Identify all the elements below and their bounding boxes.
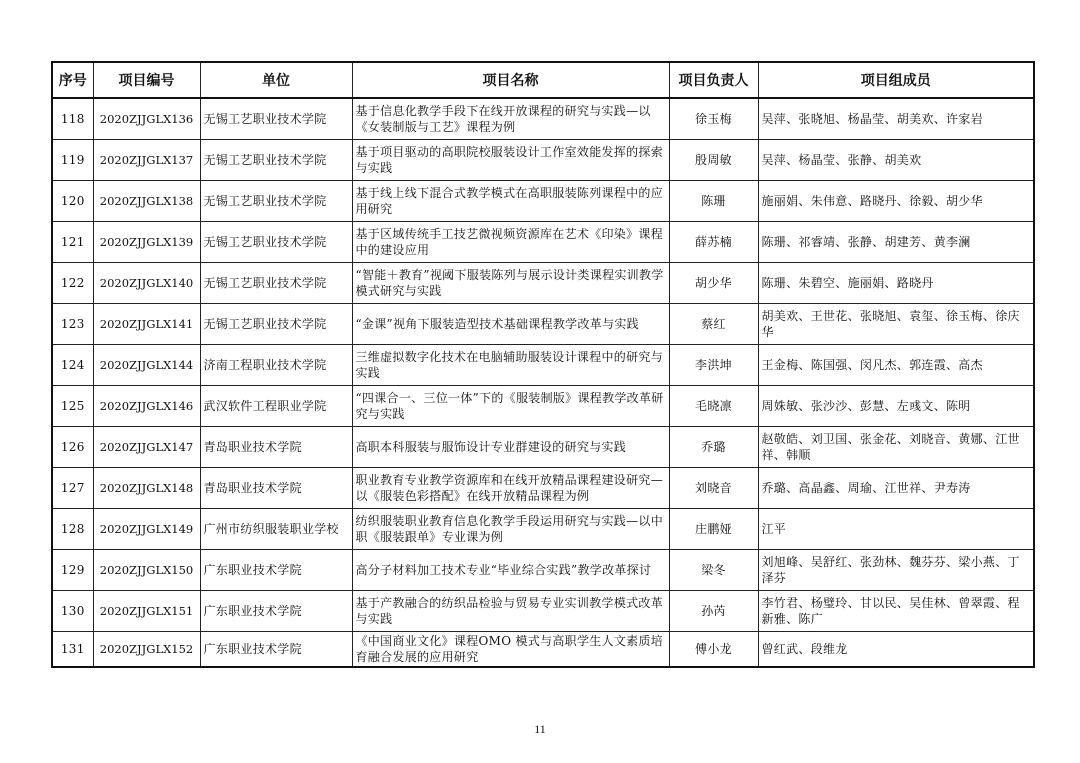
cell-team-members: 胡美欢、王世花、张晓旭、袁玺、徐玉梅、徐庆华 <box>758 304 1034 345</box>
cell-seq: 123 <box>52 304 93 345</box>
cell-project-code: 2020ZJJGLX139 <box>93 222 200 263</box>
header-project-lead: 项目负责人 <box>669 62 758 98</box>
table-row <box>52 468 1034 509</box>
cell-unit: 无锡工艺职业技术学院 <box>200 222 352 263</box>
cell-project-code: 2020ZJJGLX150 <box>93 550 200 591</box>
cell-unit: 广东职业技术学院 <box>200 632 352 668</box>
cell-project-lead: 刘晓音 <box>669 468 758 509</box>
cell-team-members: 陈珊、朱碧空、施丽娟、路晓丹 <box>758 263 1034 304</box>
cell-unit: 无锡工艺职业技术学院 <box>200 140 352 181</box>
cell-project-lead: 陈珊 <box>669 181 758 222</box>
cell-project-name: 高分子材料加工技术专业“毕业综合实践”教学改革探讨 <box>352 550 669 591</box>
table-row <box>52 386 1034 427</box>
cell-project-name: “四课合一、三位一体”下的《服装制版》课程教学改革研究与实践 <box>352 386 669 427</box>
cell-team-members: 王金梅、陈国强、闵凡杰、郭连霞、高杰 <box>758 345 1034 386</box>
cell-team-members: 李竹君、杨璧玲、甘以民、吴佳林、曾翠霞、程新雅、陈广 <box>758 591 1034 632</box>
cell-project-code: 2020ZJJGLX140 <box>93 263 200 304</box>
cell-project-code: 2020ZJJGLX146 <box>93 386 200 427</box>
cell-seq: 127 <box>52 468 93 509</box>
table-row <box>52 222 1034 263</box>
cell-project-code: 2020ZJJGLX141 <box>93 304 200 345</box>
cell-team-members: 刘旭峰、吴舒红、张劲林、魏芬芬、梁小燕、丁泽芬 <box>758 550 1034 591</box>
header-team-members: 项目组成员 <box>758 62 1034 98</box>
cell-seq: 121 <box>52 222 93 263</box>
cell-seq: 125 <box>52 386 93 427</box>
table-row <box>52 509 1034 550</box>
cell-project-lead: 毛晓凛 <box>669 386 758 427</box>
cell-seq: 119 <box>52 140 93 181</box>
table-row <box>52 591 1034 632</box>
header-project-code: 项目编号 <box>93 62 200 98</box>
table-header-row <box>52 62 1034 98</box>
cell-unit: 济南工程职业技术学院 <box>200 345 352 386</box>
cell-project-name: 《中国商业文化》课程OMO 模式与高职学生人文素质培育融合发展的应用研究 <box>352 632 669 668</box>
cell-team-members: 赵敬皓、刘卫国、张金花、刘晓音、黄娜、江世祥、韩顺 <box>758 427 1034 468</box>
cell-team-members: 施丽娟、朱伟意、路晓丹、徐毅、胡少华 <box>758 181 1034 222</box>
cell-unit: 无锡工艺职业技术学院 <box>200 181 352 222</box>
table-row <box>52 263 1034 304</box>
cell-team-members: 吴萍、杨晶莹、张静、胡美欢 <box>758 140 1034 181</box>
table-row <box>52 345 1034 386</box>
cell-project-name: “金课”视角下服装造型技术基础课程教学改革与实践 <box>352 304 669 345</box>
cell-unit: 青岛职业技术学院 <box>200 468 352 509</box>
table-row <box>52 140 1034 181</box>
table-row <box>52 181 1034 222</box>
cell-project-lead: 梁冬 <box>669 550 758 591</box>
cell-project-name: 高职本科服装与服饰设计专业群建设的研究与实践 <box>352 427 669 468</box>
cell-seq: 124 <box>52 345 93 386</box>
cell-project-lead: 薛苏楠 <box>669 222 758 263</box>
cell-project-name: 职业教育专业教学资源库和在线开放精品课程建设研究—以《服装色彩搭配》在线开放精品课程为例 <box>352 468 669 509</box>
cell-project-name: 基于线上线下混合式教学模式在高职服装陈列课程中的应用研究 <box>352 181 669 222</box>
cell-project-lead: 庄鹏娅 <box>669 509 758 550</box>
cell-unit: 广东职业技术学院 <box>200 550 352 591</box>
header-unit: 单位 <box>200 62 352 98</box>
header-project-name: 项目名称 <box>352 62 669 98</box>
table-row <box>52 98 1034 140</box>
cell-unit: 无锡工艺职业技术学院 <box>200 263 352 304</box>
table-row <box>52 550 1034 591</box>
table-row <box>52 427 1034 468</box>
cell-seq: 130 <box>52 591 93 632</box>
cell-team-members: 陈珊、祁睿靖、张静、胡建芳、黄李澜 <box>758 222 1034 263</box>
cell-project-name: 基于项目驱动的高职院校服装设计工作室效能发挥的探索与实践 <box>352 140 669 181</box>
cell-project-code: 2020ZJJGLX151 <box>93 591 200 632</box>
cell-unit: 广东职业技术学院 <box>200 591 352 632</box>
cell-project-code: 2020ZJJGLX147 <box>93 427 200 468</box>
cell-team-members: 周姝敏、张沙沙、彭慧、左彧文、陈明 <box>758 386 1034 427</box>
cell-team-members: 江平 <box>758 509 1034 550</box>
cell-project-lead: 蔡红 <box>669 304 758 345</box>
cell-project-name: 纺织服装职业教育信息化教学手段运用研究与实践—以中职《服装跟单》专业课为例 <box>352 509 669 550</box>
page-number: 11 <box>534 722 546 736</box>
cell-seq: 129 <box>52 550 93 591</box>
cell-unit: 无锡工艺职业技术学院 <box>200 98 352 140</box>
table-row <box>52 304 1034 345</box>
cell-project-lead: 李洪坤 <box>669 345 758 386</box>
cell-project-name: 基于区域传统手工技艺微视频资源库在艺术《印染》课程中的建设应用 <box>352 222 669 263</box>
cell-project-code: 2020ZJJGLX148 <box>93 468 200 509</box>
cell-unit: 无锡工艺职业技术学院 <box>200 304 352 345</box>
cell-unit: 青岛职业技术学院 <box>200 427 352 468</box>
cell-project-name: “智能＋教育”视阈下服装陈列与展示设计类课程实训教学模式研究与实践 <box>352 263 669 304</box>
cell-project-name: 基于信息化教学手段下在线开放课程的研究与实践—以《女装制版与工艺》课程为例 <box>352 98 669 140</box>
cell-team-members: 吴萍、张晓旭、杨晶莹、胡美欢、许家岩 <box>758 98 1034 140</box>
project-table <box>51 61 1035 668</box>
cell-seq: 131 <box>52 632 93 668</box>
cell-project-lead: 徐玉梅 <box>669 98 758 140</box>
cell-project-code: 2020ZJJGLX144 <box>93 345 200 386</box>
cell-project-code: 2020ZJJGLX138 <box>93 181 200 222</box>
cell-seq: 122 <box>52 263 93 304</box>
cell-project-name: 基于产教融合的纺织品检验与贸易专业实训教学模式改革与实践 <box>352 591 669 632</box>
cell-seq: 118 <box>52 98 93 140</box>
cell-team-members: 乔璐、高晶鑫、周瑜、江世祥、尹寿涛 <box>758 468 1034 509</box>
cell-seq: 128 <box>52 509 93 550</box>
cell-project-lead: 孙芮 <box>669 591 758 632</box>
cell-project-code: 2020ZJJGLX136 <box>93 98 200 140</box>
cell-team-members: 曾红武、段维龙 <box>758 632 1034 668</box>
header-seq: 序号 <box>52 62 93 98</box>
cell-unit: 武汉软件工程职业学院 <box>200 386 352 427</box>
cell-seq: 126 <box>52 427 93 468</box>
cell-project-lead: 殷周敏 <box>669 140 758 181</box>
cell-project-code: 2020ZJJGLX152 <box>93 632 200 668</box>
cell-project-name: 三维虚拟数字化技术在电脑辅助服装设计课程中的研究与实践 <box>352 345 669 386</box>
table-row <box>52 632 1034 668</box>
cell-project-lead: 乔璐 <box>669 427 758 468</box>
cell-project-code: 2020ZJJGLX137 <box>93 140 200 181</box>
cell-seq: 120 <box>52 181 93 222</box>
cell-project-code: 2020ZJJGLX149 <box>93 509 200 550</box>
cell-project-lead: 胡少华 <box>669 263 758 304</box>
cell-project-lead: 傅小龙 <box>669 632 758 668</box>
cell-unit: 广州市纺织服装职业学校 <box>200 509 352 550</box>
